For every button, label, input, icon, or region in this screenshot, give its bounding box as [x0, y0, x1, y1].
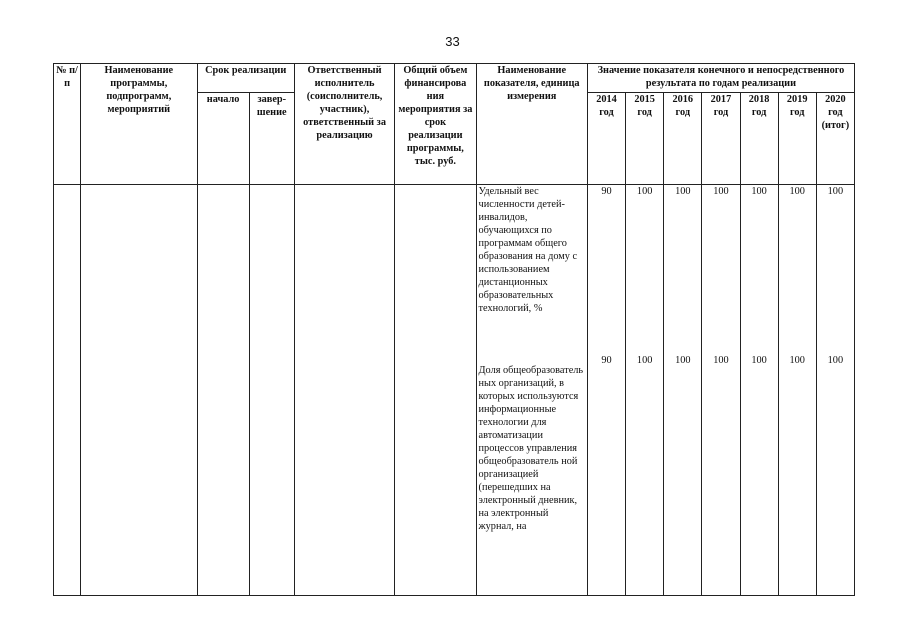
cell-values-2019 — [778, 185, 816, 596]
header-year-2017: 2017 год — [702, 93, 740, 185]
page-number: 33 — [445, 34, 460, 49]
cell-num — [54, 185, 81, 596]
cell-values-2018 — [740, 185, 778, 596]
header-row-1 — [54, 64, 855, 93]
header-program-name: Наименование программы, подпрограмм, мероприятий — [81, 64, 197, 185]
header-period: Срок реализации — [197, 64, 294, 93]
value-r1-2019: 100 — [789, 186, 805, 197]
cell-indicators — [476, 185, 587, 596]
indicator-text-1: Удельный вес численности детей-инвалидов, обучающихся по программам общего образования на дому с использованием дистанционных образовательных технологий, % — [478, 186, 578, 314]
value-r1-2015: 100 — [636, 186, 653, 197]
header-year-2018: 2018 год — [740, 93, 778, 185]
header-indicator: Наименование показателя, единица измерения — [476, 64, 587, 185]
value-r2-2020: 100 — [827, 355, 844, 366]
cell-values-2017 — [702, 185, 740, 596]
value-r1-2017: 100 — [713, 186, 729, 197]
value-r2-2018: 100 — [751, 355, 767, 366]
cell-period-end — [249, 185, 294, 596]
header-year-2019: 2019 год — [778, 93, 816, 185]
header-year-2014: 2014 год — [587, 93, 625, 185]
value-r1-2018: 100 — [751, 186, 767, 197]
table-row — [54, 185, 855, 596]
cell-values-2016 — [664, 185, 702, 596]
program-table — [53, 63, 855, 596]
value-r1-2020: 100 — [827, 186, 844, 197]
header-year-2020: 2020 год (итог) — [816, 93, 854, 185]
header-responsible: Ответственный исполнитель (соисполнитель, участник), ответственный за реализацию — [294, 64, 394, 185]
cell-values-2014 — [587, 185, 625, 596]
cell-responsible — [294, 185, 394, 596]
value-r2-2014: 90 — [601, 355, 612, 366]
header-year-2016: 2016 год — [664, 93, 702, 185]
cell-values-2020 — [816, 185, 854, 596]
header-year-2015: 2015 год — [626, 93, 664, 185]
header-values-title: Значение показателя конечного и непосредственного результата по годам реализации — [587, 64, 854, 93]
cell-financing — [395, 185, 476, 596]
header-period-start: начало — [197, 93, 249, 185]
value-r2-2019: 100 — [789, 355, 805, 366]
cell-values-2015 — [626, 185, 664, 596]
value-r2-2015: 100 — [636, 355, 653, 366]
value-r2-2017: 100 — [713, 355, 729, 366]
header-period-end: завер-шение — [249, 93, 294, 185]
cell-period-start — [197, 185, 249, 596]
value-r1-2016: 100 — [675, 186, 691, 197]
value-r2-2016: 100 — [675, 355, 691, 366]
cell-program-name — [81, 185, 197, 596]
indicator-text-2: Доля общеобразователь ных организаций, в которых используются информационные технологии для автоматизации процессов управления общеобразователь ной организацией (перешедших на электронный дневник, на электронный журнал, на — [478, 365, 584, 532]
header-financing: Общий объем финансирова ния мероприятия за срок реализации программы, тыс. руб. — [395, 64, 476, 185]
value-r1-2014: 90 — [601, 186, 612, 197]
header-num: № п/п — [54, 64, 81, 185]
